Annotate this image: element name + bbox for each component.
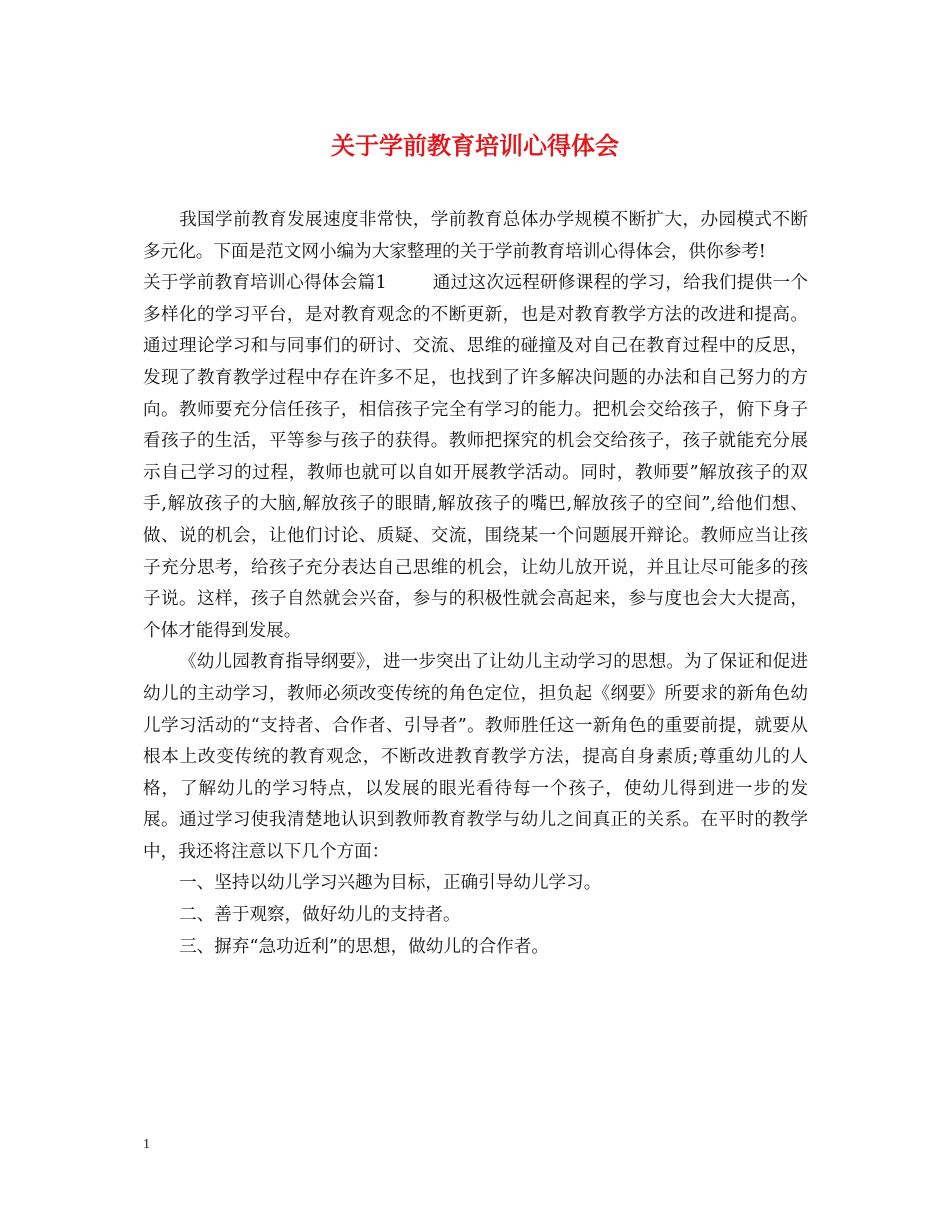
point-3: 三、摒弃“急功近利”的思想，做幼儿的合作者。 [179,936,549,957]
section-heading: 关于学前教育培训心得体会篇1 [143,273,387,294]
document-title: 关于学前教育培训心得体会 [331,132,619,160]
page-number: 1 [143,1137,150,1152]
section-paragraph-text: 通过这次远程研修课程的学习，给我们提供一个多样化的学习平台，是对教育观念的不断更新，也是对教育教学方法的改进和提高。通过理论学习和与同事们的研讨、交流、思维的碰撞及对自己在教育过程中的反思，发现了教育教学过程中存在许多不足，也找到了许多解决问题的办法和自己努力的方向。教师要充分信任孩子，相信孩子完全有学习的能力。把机会交给孩子，俯下身子看孩子的生活，平等参与孩子的获得。教师把探究的机会交给孩子，孩子就能充分展示自己学习的过程，教师也就可以自如开展教学活动。同时，教师要”解放孩子的双手,解放孩子的大脑,解放孩子的眼睛,解放孩子的嘴巴,解放孩子的空间”,给他们想、做、说的机会，让他们讨论、质疑、交流，围绕某一个问题展开辩论。教师应当让孩子充分思考，给孩子充分表达自己思维的机会，让幼儿放开说，并且让尽可能多的孩子说。这样，孩子自然就会兴奋，参与的积极性就会高起来，参与度也会大大提高，个体才能得到发展。 [143,273,808,641]
document-body [143,205,808,963]
point-1: 一、坚持以幼儿学习兴趣为目标，正确引导幼儿学习。 [179,873,602,894]
intro-paragraph: 我国学前教育发展速度非常快，学前教育总体办学规模不断扩大，办园模式不断多元化。下面是范文网小编为大家整理的关于学前教育培训心得体会，供你参考! [143,210,808,262]
paragraph-2: 《幼儿园教育指导纲要》，进一步突出了让幼儿主动学习的思想。为了保证和促进幼儿的主动学习，教师必须改变传统的角色定位，担负起《纲要》所要求的新角色幼儿学习活动的“支持者、合作者、引导者”。教师胜任这一新角色的重要前提，就要从根本上改变传统的教育观念，不断改进教育教学方法，提高自身素质;尊重幼儿的人格，了解幼儿的学习特点，以发展的眼光看待每一个孩子，使幼儿得到进一步的发展。通过学习使我清楚地认识到教师教育教学与幼儿之间真正的关系。在平时的教学中，我还将注意以下几个方面： [143,652,808,862]
section-paragraph [143,268,808,647]
point-2: 二、善于观察，做好幼儿的支持者。 [179,905,461,926]
